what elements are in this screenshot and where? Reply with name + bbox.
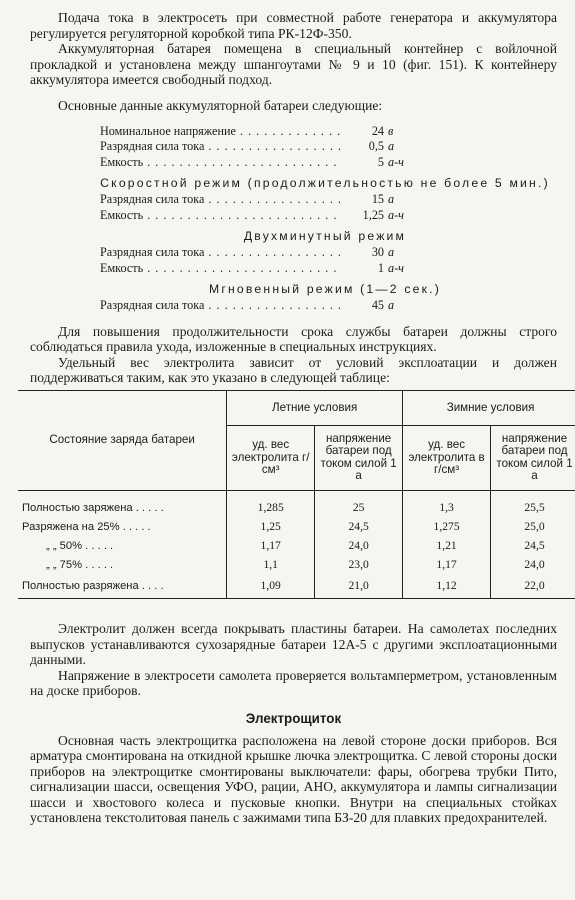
electrolyte-table	[18, 390, 575, 599]
table-header-summer-voltage: напряжение батареи под током силой 1 а	[315, 425, 403, 490]
table-header-summer-density: уд. вес электролита г/см³	[227, 425, 315, 490]
paragraph-service-life: Для повышения продолжительности срока службы батареи должны строго соблюдаться правила ухода, изложенные в специальных инструкциях.	[30, 323, 557, 355]
spec-row: Номинальное напряжение . . . 24 в	[100, 124, 460, 140]
section-title-electro-panel: Электрощиток	[245, 710, 342, 726]
spec-row: Разрядная сила тока . . . 15 а	[100, 192, 460, 208]
table-row: Разряжена на 25% . . . . . 1,25 24,5 1,275 25,0	[18, 517, 575, 536]
paragraph-regulator: Подача тока в электросеть при совместной работе генератора и аккумулятора регулируется регуляторной коробкой типа РК-12Ф-350.	[30, 10, 557, 41]
paragraph-electro-panel: Основная часть электрощитка расположена на левой стороне доски приборов. Вся арматура смонтирована на откидной крышке лючка электрощитка. С левой стороны доски приборов на электрощитке смонтированы выключатели: фары, обогрева трубки Пито, сигнализации шасси, освещения УФО, рации, АНО, аккумулятора и лампы сигнализации шасси и хвостового колеса и пусковые кнопки. Внутри на специальных стойках установлена текстолитовая панель с зажимами типа БЗ-20 для плавких предохранителей.	[30, 732, 557, 826]
mode-title-fast: Скоростной режим (продолжительностью не более 5 мин.)	[100, 176, 550, 191]
mode-title-two-minute: Двухминутный режим	[243, 229, 407, 244]
table-row: „ „ 50% . . . . . 1,17 24,0 1,21 24,5	[18, 536, 575, 555]
spec-row: Емкость . . . 1 а-ч	[100, 261, 460, 277]
table-header-winter-voltage: напряжение батареи под током силой 1 а	[491, 425, 575, 490]
spec-row: Разрядная сила тока . . . 30 а	[100, 245, 460, 261]
table-row: „ „ 75% . . . . . 1,1 23,0 1,17 24,0	[18, 555, 575, 574]
spec-two-minute	[100, 245, 460, 276]
spec-main	[100, 124, 460, 171]
paragraph-voltage-check: Напряжение в электросети самолета проверяется вольтамперметром, установленным на доске приборов.	[30, 667, 557, 699]
spec-row: Емкость . . . 5 а-ч	[100, 155, 460, 171]
paragraph-electrolyte-cover: Электролит должен всегда покрывать пластины батареи. На самолетах последних выпусков устанавливаются сухозарядные батареи 12А-5 с другими эксплоатационными данными.	[30, 620, 557, 668]
spec-fast	[100, 192, 460, 223]
spec-row: Емкость . . . 1,25 а-ч	[100, 208, 460, 224]
mode-title-instant: Мгновенный режим (1—2 сек.)	[208, 282, 442, 297]
spec-instant	[100, 298, 460, 314]
table-header-winter: Зимние условия	[403, 390, 575, 425]
table-header-winter-density: уд. вес электролита в г/см³	[403, 425, 491, 490]
paragraph-container: Аккумуляторная батарея помещена в специальный контейнер с войлочной прокладкой и установлена между шпангоутами № 9 и 10 (фиг. 151). К контейнеру аккумулятора имеется свободный подход.	[30, 41, 557, 88]
table-row: Полностью заряжена . . . . . 1,285 25 1,3 25,5	[18, 498, 575, 517]
table-row: Полностью разряжена . . . . 1,09 21,0 1,12 22,0	[18, 574, 575, 598]
paragraph-electrolyte-intro: Удельный вес электролита зависит от условий эксплоатации и должен поддерживаться таким, как это указано в следующей таблице:	[30, 354, 557, 386]
paragraph-battery-data-intro: Основные данные аккумуляторной батареи следующие:	[58, 97, 383, 113]
table-header-state: Состояние заряда батареи	[49, 433, 195, 447]
spec-row: Разрядная сила тока . . . 45 а	[100, 298, 460, 314]
spec-row: Разрядная сила тока . . . 0,5 а	[100, 139, 460, 155]
table-header-summer: Летние условия	[227, 390, 403, 425]
